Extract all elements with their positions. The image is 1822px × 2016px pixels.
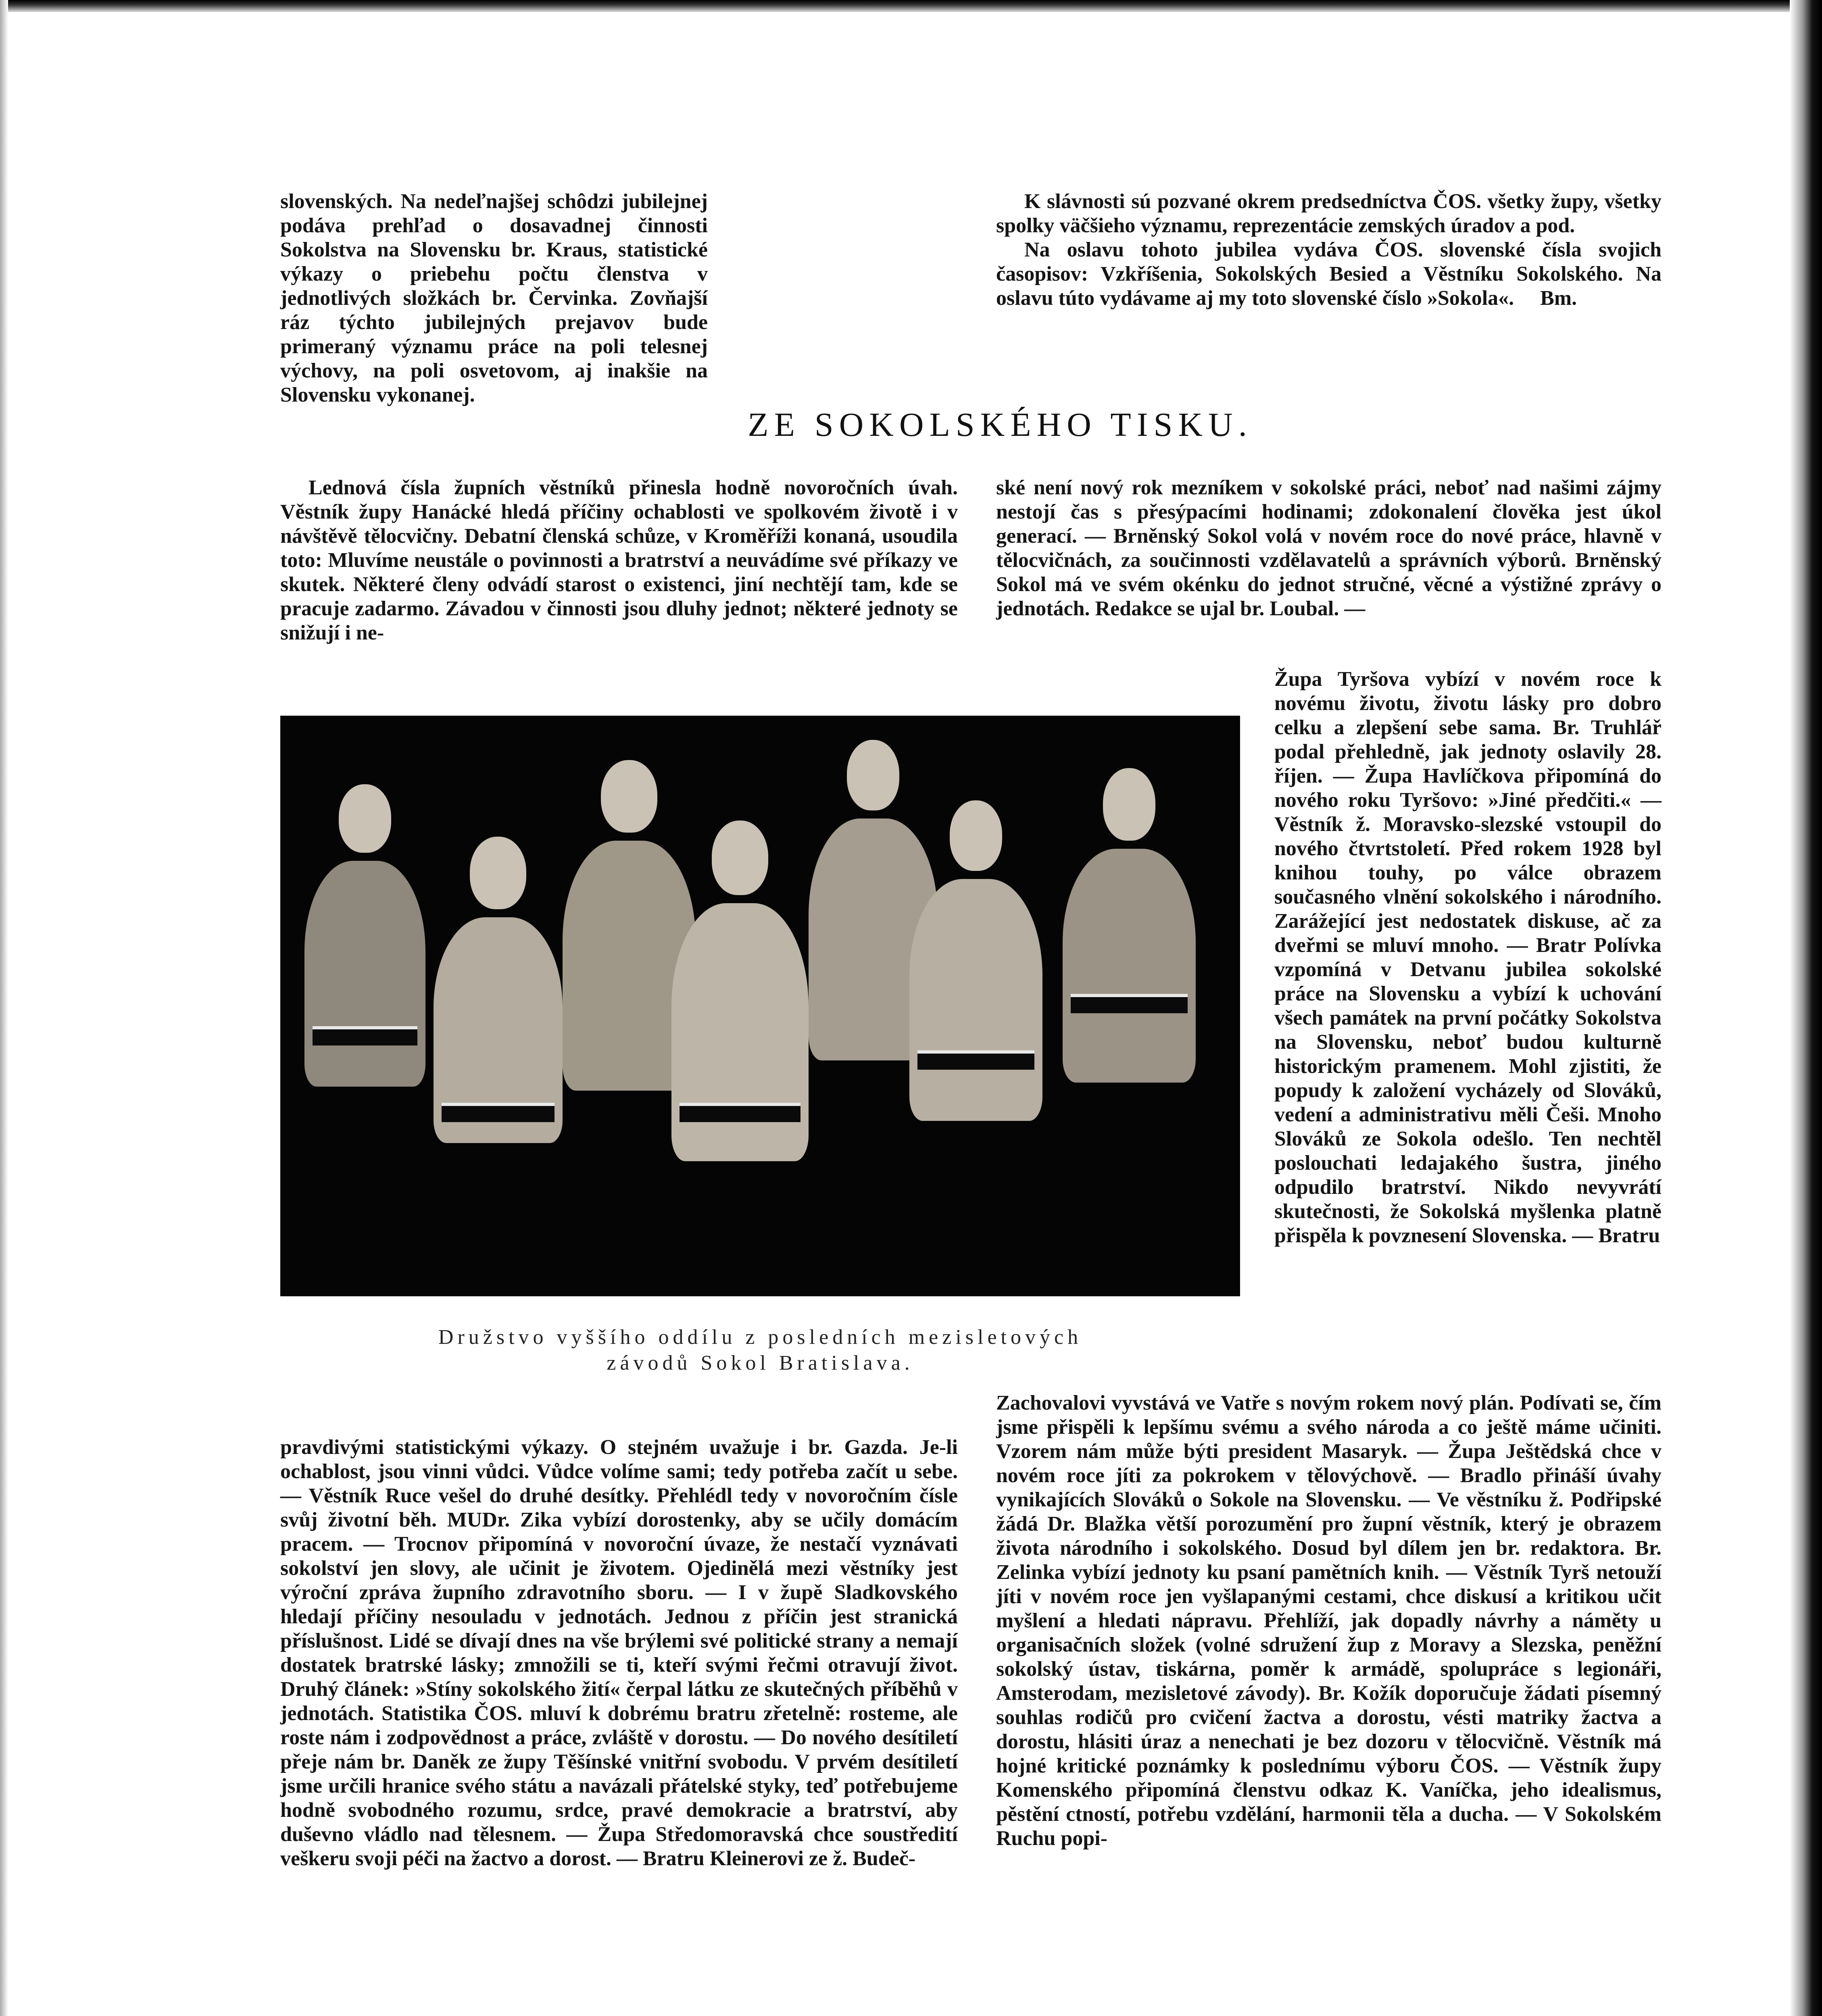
top-right-para2-text: Na oslavu tohoto jubilea vydáva ČOS. slovenské čísla svojich časopisov: Vzkříšenia, Sokolských Besied a Věstníku Sokolského. Na oslavu túto vydávame aj my toto slovenské číslo »Sokola«. <box>996 238 1661 310</box>
top-right-para2 <box>996 238 1661 310</box>
gymnast-figure <box>434 837 563 1296</box>
caption-line-2: závodů Sokol Bratislava. <box>607 1352 914 1375</box>
article-mid-left-text: Lednová čísla župních věstníků přinesla hodně novoročních úvah. Věstník župy Hanácké hledá příčiny ochablosti ve spolkovém životě i v návštěvě tělocvičny. Debatní členská schůze, v Kroměříži konaná, usoudila toto: Mluvíme neustále o povinnosti a bratrství a neuvádíme své příkazy ve skutek. Některé členy odvádí starost o existenci, jiní nechtějí tam, kde se pracuje zadarmo. Závadou v činnosti jsou dluhy jednot; některé jednoty se snižují i ne- <box>280 476 958 644</box>
photo-caption <box>280 1325 1240 1376</box>
article-side-right <box>1274 667 1661 1248</box>
gymnast-figure <box>671 821 809 1296</box>
section-title: ZE SOKOLSKÉHO TISKU. <box>748 406 1253 444</box>
scan-edge-left <box>0 0 8 2016</box>
top-right-para1: K slávnosti sú pozvané okrem predsedníctva ČOS. všetky župy, všetky spolky väčšieho významu, reprezentácie zemských úradov a pod. <box>996 190 1661 237</box>
team-photograph <box>280 716 1240 1296</box>
top-right-column <box>996 190 1661 310</box>
article-low-right <box>996 1391 1661 1851</box>
gymnast-figure <box>304 784 425 1296</box>
article-mid-right-text: ské není nový rok mezníkem v sokolské práci, neboť nad našimi zájmy nestojí čas s přesýpacími hodinami; zdokonalení člověka jest úkol generací. — Brněnský Sokol volá v novém roce do nové práce, hlavně v tělocvičnách, za součinnosti vzdělavatelů a správních výborů. Brněnský Sokol má ve svém okénku do jednot stručné, věcné a výstižné zprávy o jednotách. Redakce se ujal br. Loubal. — <box>996 476 1661 620</box>
signature: Bm. <box>1540 287 1577 310</box>
scan-edge-top <box>0 0 1822 12</box>
top-left-text: slovenských. Na nedeľnajšej schôdzi jubilejnej podáva prehľad o dosavadnej činnosti Sokolstva na Slovensku br. Kraus, statistické výkazy o priebehu počtu členstva v jednotlivých složkách br. Červinka. Zovňajší ráz týchto jubilejných prejavov bude primeraný významu práce na poli telesnej výchovy, na poli osvetovom, aj inakšie na Slovensku vykonanej. <box>280 190 708 406</box>
caption-line-1: Družstvo vyššího oddílu z posledních mezisletových <box>438 1326 1082 1349</box>
article-low-left <box>280 1435 958 1871</box>
article-mid-left <box>280 476 958 645</box>
scan-edge-right <box>1790 0 1822 2016</box>
article-low-right-text: Zachovalovi vyvstává ve Vatře s novým rokem nový plán. Podívati se, čím jsme přispěli k lepšímu svému a svého národa a co ještě máme učiniti. Vzorem nám může býti president Masaryk. — Župa Ještědská chce v novém roce jíti za pokrokem v tělovýchově. — Bradlo přináší úvahy vynikajících Slováků o Sokole na Slovensku. — Ve věstníku ž. Podřipské žádá Dr. Blažka větší porozumění pro župní věstník, který je obrazem života národního i sokolského. Dosud byl dílem jen br. redaktora. Br. Zelinka vybízí jednoty ku psaní pamětních knih. — Věstník Tyrš netouží jíti v novém roce jen vyšlapanými cestami, chce diskusí a kritikou učit myšlení a hledati nápravu. Přehlíží, jak dopadly návrhy a náměty u organisačních složek (volné sdružení žup z Moravy a Slezska, peněžní sokolský ústav, tiskárna, poměr k armádě, spolupráce s legionáři, Amsterodam, mezisletové závody). Br. Kožík doporučuje žádati písemný souhlas rodičů pro cvičení žactva a dorostu, vésti matriky žactva a dorostu, hlásiti úraz a nenechati je bez dozoru v tělocvičně. Věstník má hojné kritické poznámky k poslednímu výboru ČOS. — Věstník župy Komenského připomíná členstvu odkaz K. Vaníčka, jeho idealismus, pěstění ctností, potřebu vzdělání, harmonii těla a ducha. — V Sokolském Ruchu popi- <box>996 1391 1661 1850</box>
top-left-column <box>280 190 708 407</box>
gymnast-figure <box>909 800 1042 1296</box>
gymnast-figure <box>1063 768 1196 1296</box>
article-side-right-text: Župa Tyršova vybízí v novém roce k novému životu, životu lásky pro dobro celku a zlepšení sebe sama. Br. Truhlář podal přehledně, jak jednoty oslavily 28. říjen. — Župa Havlíčkova připomíná do nového roku Tyršovo: »Jiné předčiti.« — Věstník ž. Moravsko-slezské vstoupil do nového čtvrtstoletí. Před rokem 1928 byl knihou touhy, po válce obrazem současného vlnění sokolského i národního. Zarážející jest nedostatek diskuse, ač za dveřmi se mluví mnoho. — Bratr Polívka vzpomíná v Detvanu jubilea sokolské práce na Slovensku a vybízí k uchování všech památek na první počátky Sokolstva na Slovensku, neboť budou kulturně historickým pramenem. Mohl zjistiti, že popudy k založení vycházely od Slováků, vedení a administrativu měli Češi. Mnoho Slováků ze Sokola odešlo. Ten nechtěl poslouchati ledajakého šustra, jiného odpudilo bratrství. Nikdo nevyvrátí skutečnosti, že Sokolská myšlenka platně přispěla k povznesení Slovenska. — Bratru <box>1274 668 1661 1247</box>
article-low-left-text: pravdivými statistickými výkazy. O stejném uvažuje i br. Gazda. Je-li ochablost, jsou vinni vůdci. Vůdce volíme sami; tedy potřeba začít u sebe. — Věstník Ruce vešel do druhé desítky. Přehlédl tedy v novoročním čísle svůj životní běh. MUDr. Zika vybízí dorostenky, aby se učily domácím pracem. — Trocnov připomíná v novoroční úvaze, že nestačí vyznávati sokolství jen slovy, ale učinit je životem. Ojedinělá mezi věstníky jest výroční zpráva župního zdravotního sboru. — I v župě Sladkovského hledají příčiny nesouladu v jednotách. Jednou z příčin jest stranická příslušnost. Lidé se dívají dnes na vše brýlemi své politické strany a nemají dostatek bratrské lásky; zmnožili se ti, kteří svými řečmi otravují život. Druhý článek: »Stíny sokolského žití« čerpal látku ze skutečných příběhů v jednotách. Statistika ČOS. mluví k dobrému bratru zřetelně: rosteme, ale roste nám i zodpovědnost a práce, zvláště v dorostu. — Do nového desítiletí přeje nám br. Daněk ze župy Těšínské vnitřní svobodu. V prvém desítiletí jsme určili hranice svého státu a navázali přátelské styky, teď potřebujeme hodně svobodného rozumu, srdce, pravé demokracie a bratrství, aby duševno vládlo nad tělesnem. — Župa Středomoravská chce soustředití veškeru svoji péči na žactvo a dorost. — Bratru Kleinerovi ze ž. Budeč- <box>280 1436 958 1870</box>
article-mid-right <box>996 476 1661 621</box>
